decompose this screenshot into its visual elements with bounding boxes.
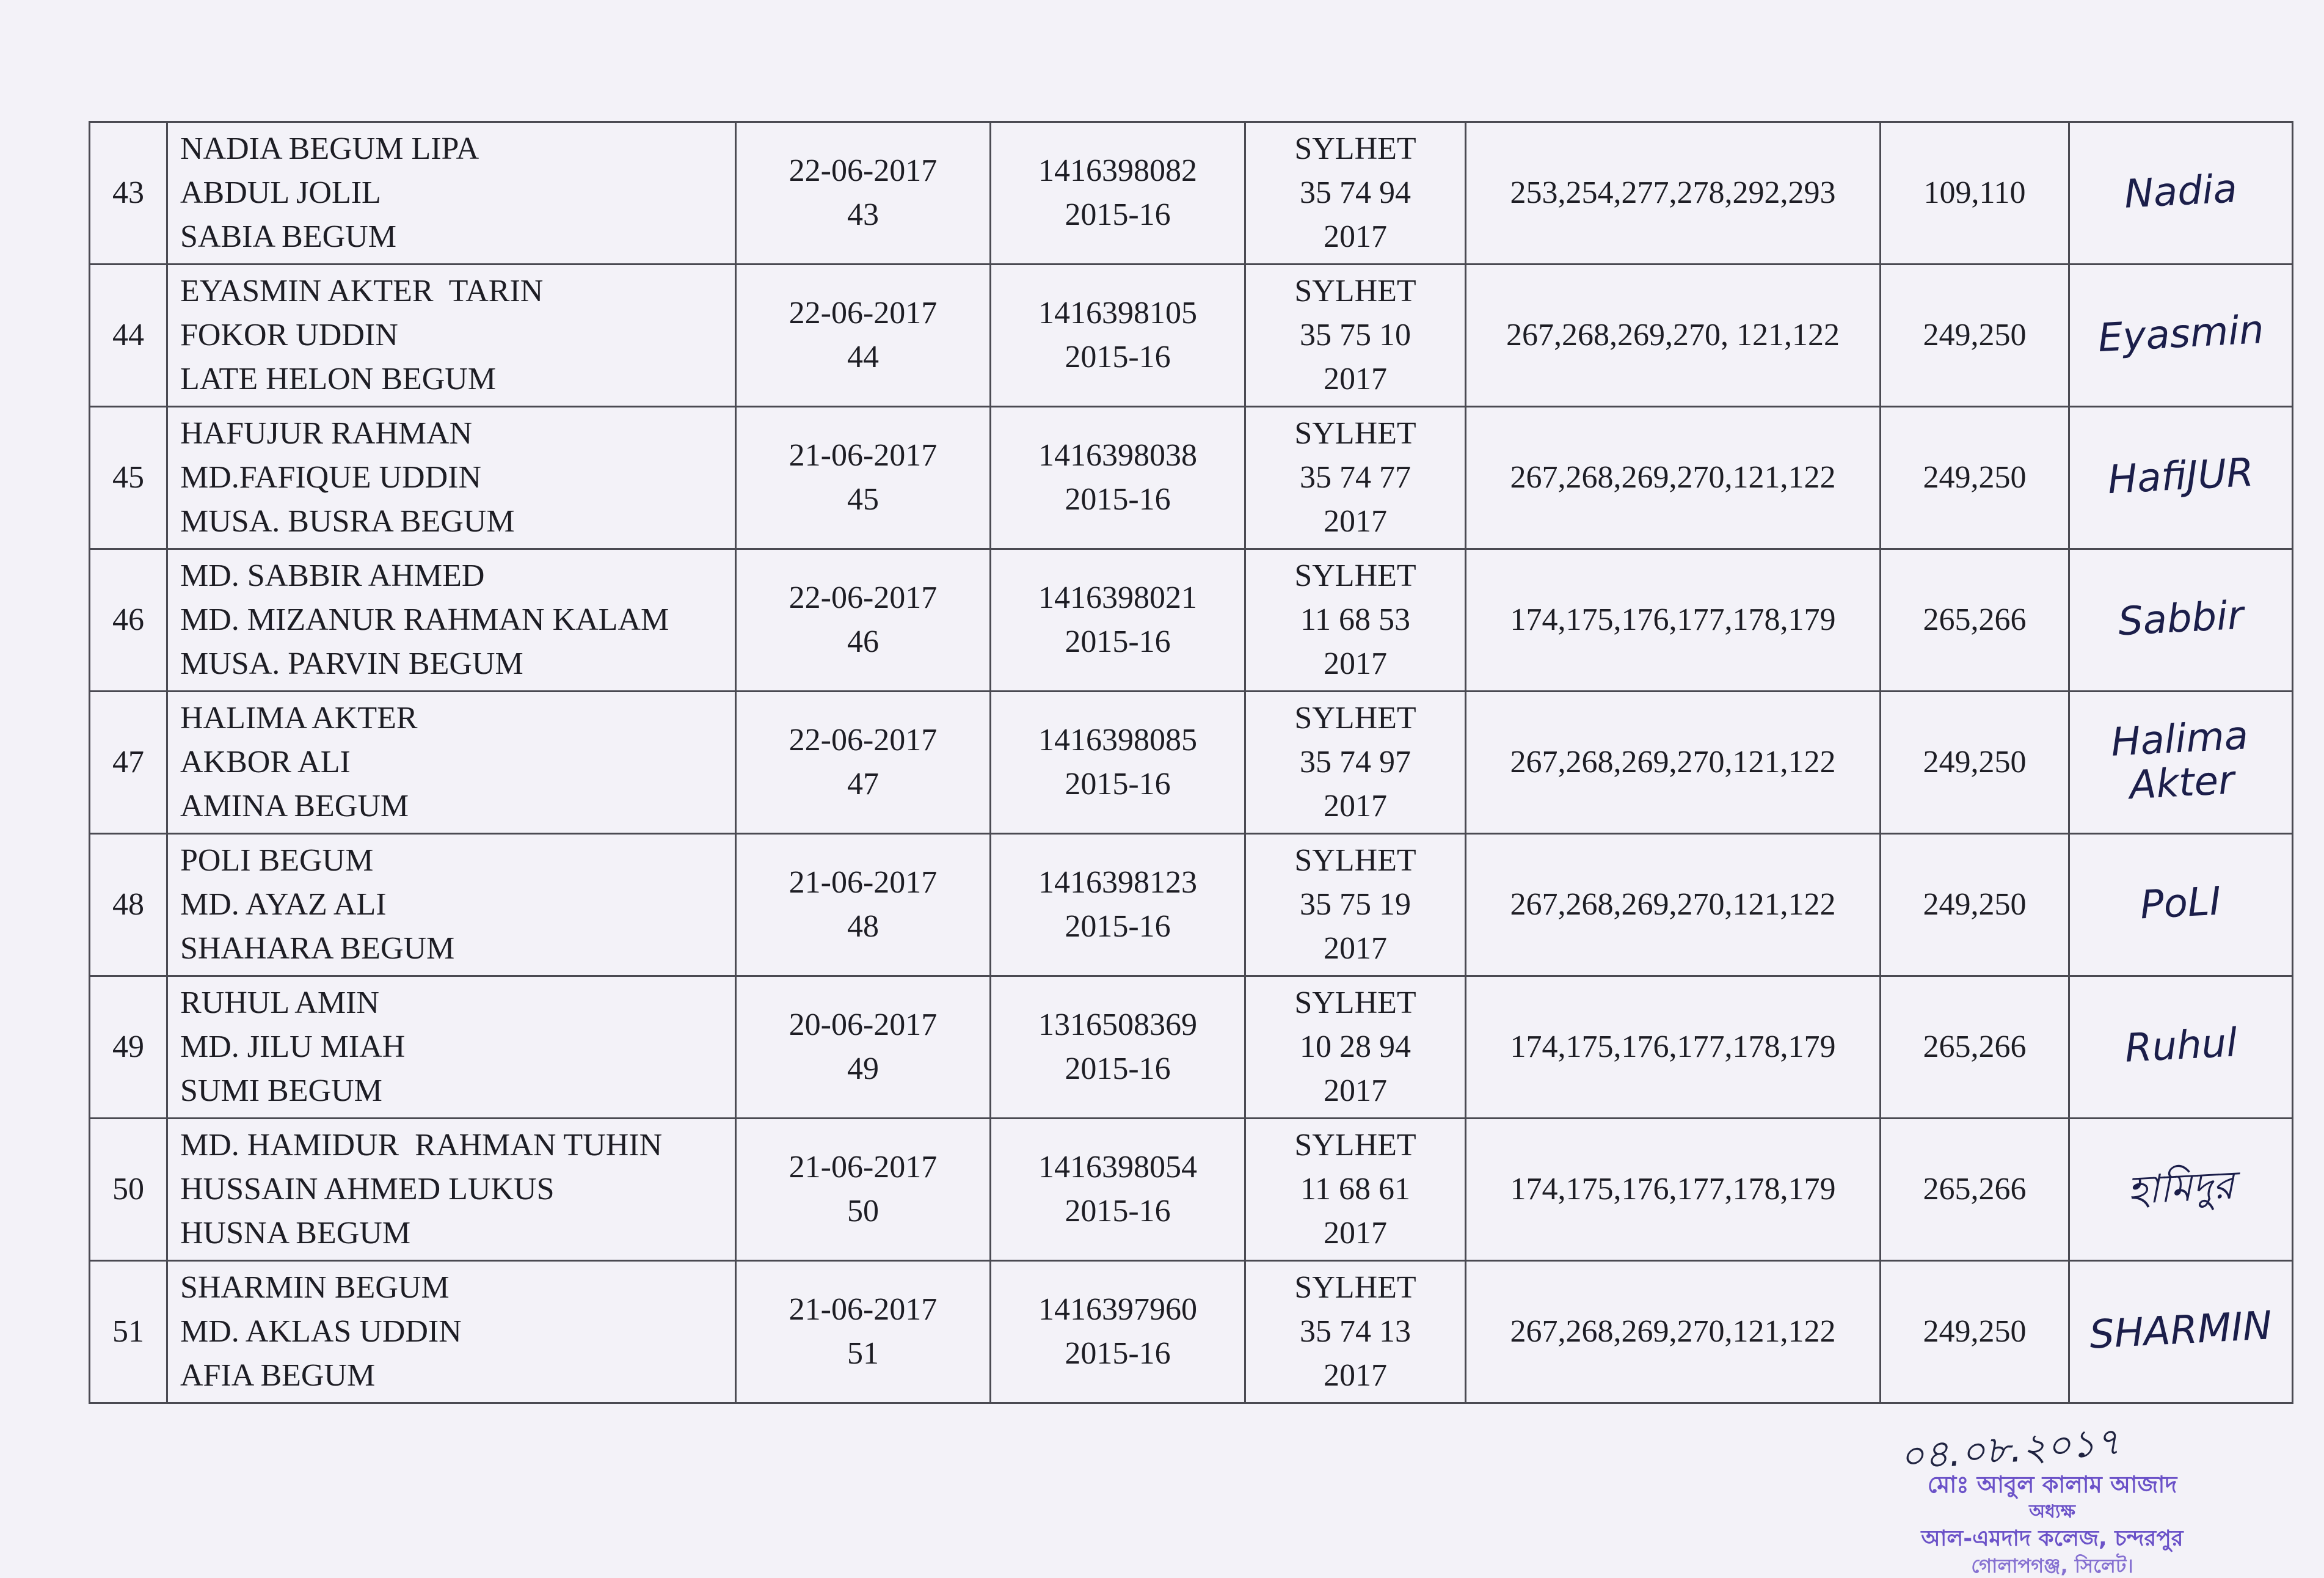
subjects-cell (1466, 1119, 1881, 1261)
mother-name: LATE HELON BEGUM (180, 362, 497, 396)
student-signature: SHARMIN (2088, 1302, 2273, 1358)
student-name: NADIA BEGUM LIPA (180, 131, 479, 166)
table-row (90, 122, 2293, 265)
subject-codes: 267,268,269,270,121,122 (1510, 887, 1836, 922)
subject-codes: 253,254,277,278,292,293 (1510, 175, 1836, 210)
mother-name: HUSNA BEGUM (180, 1216, 411, 1251)
mother-name: SHAHARA BEGUM (180, 931, 455, 966)
stamp-designation: অধ্যক্ষ (2029, 1501, 2075, 1522)
code-cell (1881, 834, 2069, 976)
name-cell (167, 692, 736, 834)
subject-codes: 267,268,269,270,121,122 (1510, 1314, 1836, 1349)
father-name: MD. JILU MIAH (180, 1029, 406, 1064)
subjects-cell (1466, 407, 1881, 549)
date-cell (736, 692, 991, 834)
roll-cell (1245, 1119, 1466, 1261)
date-serial: 51 (847, 1336, 879, 1371)
board-name: SYLHET (1294, 985, 1416, 1020)
name-cell (167, 122, 736, 265)
registration-cell (991, 692, 1245, 834)
signature-cell (2069, 1119, 2293, 1261)
table-row (90, 549, 2293, 692)
serial-cell (90, 1261, 167, 1403)
subjects-cell (1466, 1261, 1881, 1403)
date-serial: 48 (847, 909, 879, 944)
roll-cell (1245, 1261, 1466, 1403)
signature-cell (2069, 834, 2293, 976)
serial-cell (90, 122, 167, 265)
mother-name: SUMI BEGUM (180, 1073, 382, 1108)
table-row (90, 976, 2293, 1119)
date-serial: 43 (847, 197, 879, 232)
board-name: SYLHET (1294, 701, 1416, 736)
subject-codes: 174,175,176,177,178,179 (1510, 1172, 1836, 1207)
signature-cell (2069, 122, 2293, 265)
subject-codes: 174,175,176,177,178,179 (1510, 1029, 1836, 1064)
registration-cell (991, 1261, 1245, 1403)
admission-date: 22-06-2017 (789, 296, 938, 331)
admission-date: 22-06-2017 (789, 580, 938, 615)
date-cell (736, 834, 991, 976)
registration-number: 1416398085 (1038, 723, 1197, 758)
exam-year: 2017 (1324, 219, 1387, 254)
serial-cell (90, 549, 167, 692)
exam-year: 2017 (1324, 646, 1387, 681)
session: 2015-16 (1065, 767, 1171, 802)
student-signature: Sabbir (2117, 593, 2245, 645)
board-name: SYLHET (1294, 843, 1416, 878)
serial-cell (90, 834, 167, 976)
mother-name: SABIA BEGUM (180, 219, 396, 254)
signature-cell (2069, 265, 2293, 407)
table-row (90, 1119, 2293, 1261)
name-cell (167, 407, 736, 549)
board-name: SYLHET (1294, 416, 1416, 451)
exam-year: 2017 (1324, 504, 1387, 539)
serial-number: 51 (112, 1314, 144, 1349)
date-serial: 47 (847, 767, 879, 802)
roll-number: 35 74 97 (1300, 745, 1411, 780)
registration-cell (991, 265, 1245, 407)
roll-number: 10 28 94 (1300, 1029, 1411, 1064)
subjects-cell (1466, 692, 1881, 834)
date-cell (736, 976, 991, 1119)
table-row (90, 834, 2293, 976)
roll-cell (1245, 407, 1466, 549)
serial-number: 46 (112, 602, 144, 637)
name-cell (167, 1261, 736, 1403)
date-cell (736, 1261, 991, 1403)
roll-number: 35 75 10 (1300, 318, 1411, 352)
optional-codes: 249,250 (1923, 318, 2027, 352)
father-name: MD.FAFIQUE UDDIN (180, 460, 482, 495)
registration-number: 1316508369 (1038, 1007, 1197, 1042)
roll-cell (1245, 834, 1466, 976)
optional-codes: 265,266 (1923, 1172, 2027, 1207)
name-cell (167, 976, 736, 1119)
father-name: ABDUL JOLIL (180, 175, 381, 210)
code-cell (1881, 976, 2069, 1119)
roll-number: 35 74 13 (1300, 1314, 1411, 1349)
student-signature: Nadia (2123, 166, 2238, 217)
signature-date: ০৪.০৮.২০১৭ (1898, 1419, 2122, 1479)
registration-number: 1416398021 (1038, 580, 1197, 615)
exam-year: 2017 (1324, 1073, 1387, 1108)
roll-number: 35 74 77 (1300, 460, 1411, 495)
exam-year: 2017 (1324, 362, 1387, 396)
roll-number: 11 68 61 (1300, 1172, 1411, 1207)
date-serial: 46 (847, 624, 879, 659)
serial-number: 49 (112, 1029, 144, 1064)
date-cell (736, 1119, 991, 1261)
registration-cell (991, 122, 1245, 265)
code-cell (1881, 407, 2069, 549)
stamp-name: মোঃ আবুল কালাম আজাদ (1927, 1471, 2177, 1498)
session: 2015-16 (1065, 909, 1171, 944)
registration-number: 1416398123 (1038, 865, 1197, 900)
name-cell (167, 265, 736, 407)
exam-year: 2017 (1324, 931, 1387, 966)
roll-cell (1245, 549, 1466, 692)
date-serial: 44 (847, 340, 879, 374)
table-row (90, 1261, 2293, 1403)
date-serial: 50 (847, 1194, 879, 1229)
father-name: HUSSAIN AHMED LUKUS (180, 1172, 555, 1207)
exam-year: 2017 (1324, 1216, 1387, 1251)
serial-cell (90, 692, 167, 834)
roll-number: 11 68 53 (1300, 602, 1411, 637)
session: 2015-16 (1065, 197, 1171, 232)
father-name: FOKOR UDDIN (180, 318, 398, 352)
admission-date: 22-06-2017 (789, 153, 938, 188)
serial-number: 45 (112, 460, 144, 495)
date-serial: 45 (847, 482, 879, 517)
stamp-college: আল-এমদাদ কলেজ, চন্দরপুর (1921, 1526, 2184, 1551)
signature-cell (2069, 692, 2293, 834)
date-cell (736, 407, 991, 549)
roll-cell (1245, 265, 1466, 407)
board-name: SYLHET (1294, 131, 1416, 166)
father-name: AKBOR ALI (180, 745, 351, 780)
optional-codes: 109,110 (1923, 175, 2026, 210)
optional-codes: 249,250 (1923, 887, 2027, 922)
subjects-cell (1466, 549, 1881, 692)
session: 2015-16 (1065, 1051, 1171, 1086)
student-name: MD. SABBIR AHMED (180, 558, 485, 593)
roll-cell (1245, 122, 1466, 265)
code-cell (1881, 122, 2069, 265)
subjects-cell (1466, 834, 1881, 976)
registration-number: 1416398038 (1038, 438, 1197, 473)
admission-date: 21-06-2017 (789, 438, 938, 473)
registration-cell (991, 549, 1245, 692)
student-signature: Halima Akter (2110, 712, 2249, 808)
session: 2015-16 (1065, 1194, 1171, 1229)
serial-number: 44 (112, 318, 144, 352)
code-cell (1881, 1119, 2069, 1261)
registration-cell (991, 407, 1245, 549)
subject-codes: 267,268,269,270,121,122 (1510, 460, 1836, 495)
admission-date: 20-06-2017 (789, 1007, 938, 1042)
signature-cell (2069, 976, 2293, 1119)
subject-codes: 267,268,269,270, 121,122 (1506, 318, 1840, 352)
student-name: RUHUL AMIN (180, 985, 379, 1020)
admission-date: 22-06-2017 (789, 723, 938, 758)
name-cell (167, 549, 736, 692)
student-signature: PoLI (2139, 878, 2223, 928)
stamp-address: গোলাপগঞ্জ, সিলেট। (1971, 1554, 2133, 1577)
serial-number: 43 (112, 175, 144, 210)
student-name: EYASMIN AKTER TARIN (180, 274, 544, 309)
date-cell (736, 265, 991, 407)
board-name: SYLHET (1294, 1128, 1416, 1163)
registration-cell (991, 976, 1245, 1119)
signature-cell (2069, 549, 2293, 692)
name-cell (167, 834, 736, 976)
admission-date: 21-06-2017 (789, 865, 938, 900)
subjects-cell (1466, 265, 1881, 407)
father-name: MD. AYAZ ALI (180, 887, 387, 922)
exam-year: 2017 (1324, 1358, 1387, 1393)
optional-codes: 249,250 (1923, 745, 2027, 780)
student-name: SHARMIN BEGUM (180, 1270, 450, 1305)
date-cell (736, 122, 991, 265)
admission-date: 21-06-2017 (789, 1150, 938, 1185)
student-name: HALIMA AKTER (180, 701, 418, 736)
registration-number: 1416397960 (1038, 1292, 1197, 1327)
serial-cell (90, 265, 167, 407)
roll-cell (1245, 692, 1466, 834)
subject-codes: 267,268,269,270,121,122 (1510, 745, 1836, 780)
date-serial: 49 (847, 1051, 879, 1086)
principal-stamp (1838, 1469, 2266, 1578)
session: 2015-16 (1065, 340, 1171, 374)
student-records-table (89, 121, 2293, 1404)
code-cell (1881, 1261, 2069, 1403)
admission-date: 21-06-2017 (789, 1292, 938, 1327)
serial-number: 50 (112, 1172, 144, 1207)
name-cell (167, 1119, 736, 1261)
father-name: MD. MIZANUR RAHMAN KALAM (180, 602, 669, 637)
mother-name: MUSA. PARVIN BEGUM (180, 646, 523, 681)
student-name: HAFUJUR RAHMAN (180, 416, 473, 451)
session: 2015-16 (1065, 1336, 1171, 1371)
father-name: MD. AKLAS UDDIN (180, 1314, 462, 1349)
table-row (90, 692, 2293, 834)
student-signature: HafiJUR (2107, 450, 2255, 503)
session: 2015-16 (1065, 624, 1171, 659)
subjects-cell (1466, 976, 1881, 1119)
optional-codes: 265,266 (1923, 602, 2027, 637)
table-body (90, 122, 2293, 1403)
board-name: SYLHET (1294, 274, 1416, 309)
date-cell (736, 549, 991, 692)
code-cell (1881, 549, 2069, 692)
serial-number: 47 (112, 745, 144, 780)
serial-cell (90, 976, 167, 1119)
optional-codes: 265,266 (1923, 1029, 2027, 1064)
registration-number: 1416398082 (1038, 153, 1197, 188)
optional-codes: 249,250 (1923, 1314, 2027, 1349)
table-row (90, 407, 2293, 549)
subjects-cell (1466, 122, 1881, 265)
serial-cell (90, 1119, 167, 1261)
registration-number: 1416398105 (1038, 296, 1197, 331)
roll-number: 35 74 94 (1300, 175, 1411, 210)
student-name: MD. HAMIDUR RAHMAN TUHIN (180, 1128, 663, 1163)
mother-name: AMINA BEGUM (180, 789, 409, 824)
session: 2015-16 (1065, 482, 1171, 517)
code-cell (1881, 692, 2069, 834)
signature-cell (2069, 407, 2293, 549)
student-signature: Ruhul (2123, 1020, 2238, 1072)
optional-codes: 249,250 (1923, 460, 2027, 495)
registration-cell (991, 1119, 1245, 1261)
student-signature: হামিদুর (2126, 1162, 2235, 1214)
registration-number: 1416398054 (1038, 1150, 1197, 1185)
mother-name: AFIA BEGUM (180, 1358, 376, 1393)
board-name: SYLHET (1294, 1270, 1416, 1305)
roll-number: 35 75 19 (1300, 887, 1411, 922)
student-signature: Eyasmin (2096, 307, 2265, 361)
code-cell (1881, 265, 2069, 407)
board-name: SYLHET (1294, 558, 1416, 593)
serial-number: 48 (112, 887, 144, 922)
roll-cell (1245, 976, 1466, 1119)
table-row (90, 265, 2293, 407)
subject-codes: 174,175,176,177,178,179 (1510, 602, 1836, 637)
signature-cell (2069, 1261, 2293, 1403)
registration-cell (991, 834, 1245, 976)
serial-cell (90, 407, 167, 549)
exam-year: 2017 (1324, 789, 1387, 824)
mother-name: MUSA. BUSRA BEGUM (180, 504, 515, 539)
student-name: POLI BEGUM (180, 843, 374, 878)
